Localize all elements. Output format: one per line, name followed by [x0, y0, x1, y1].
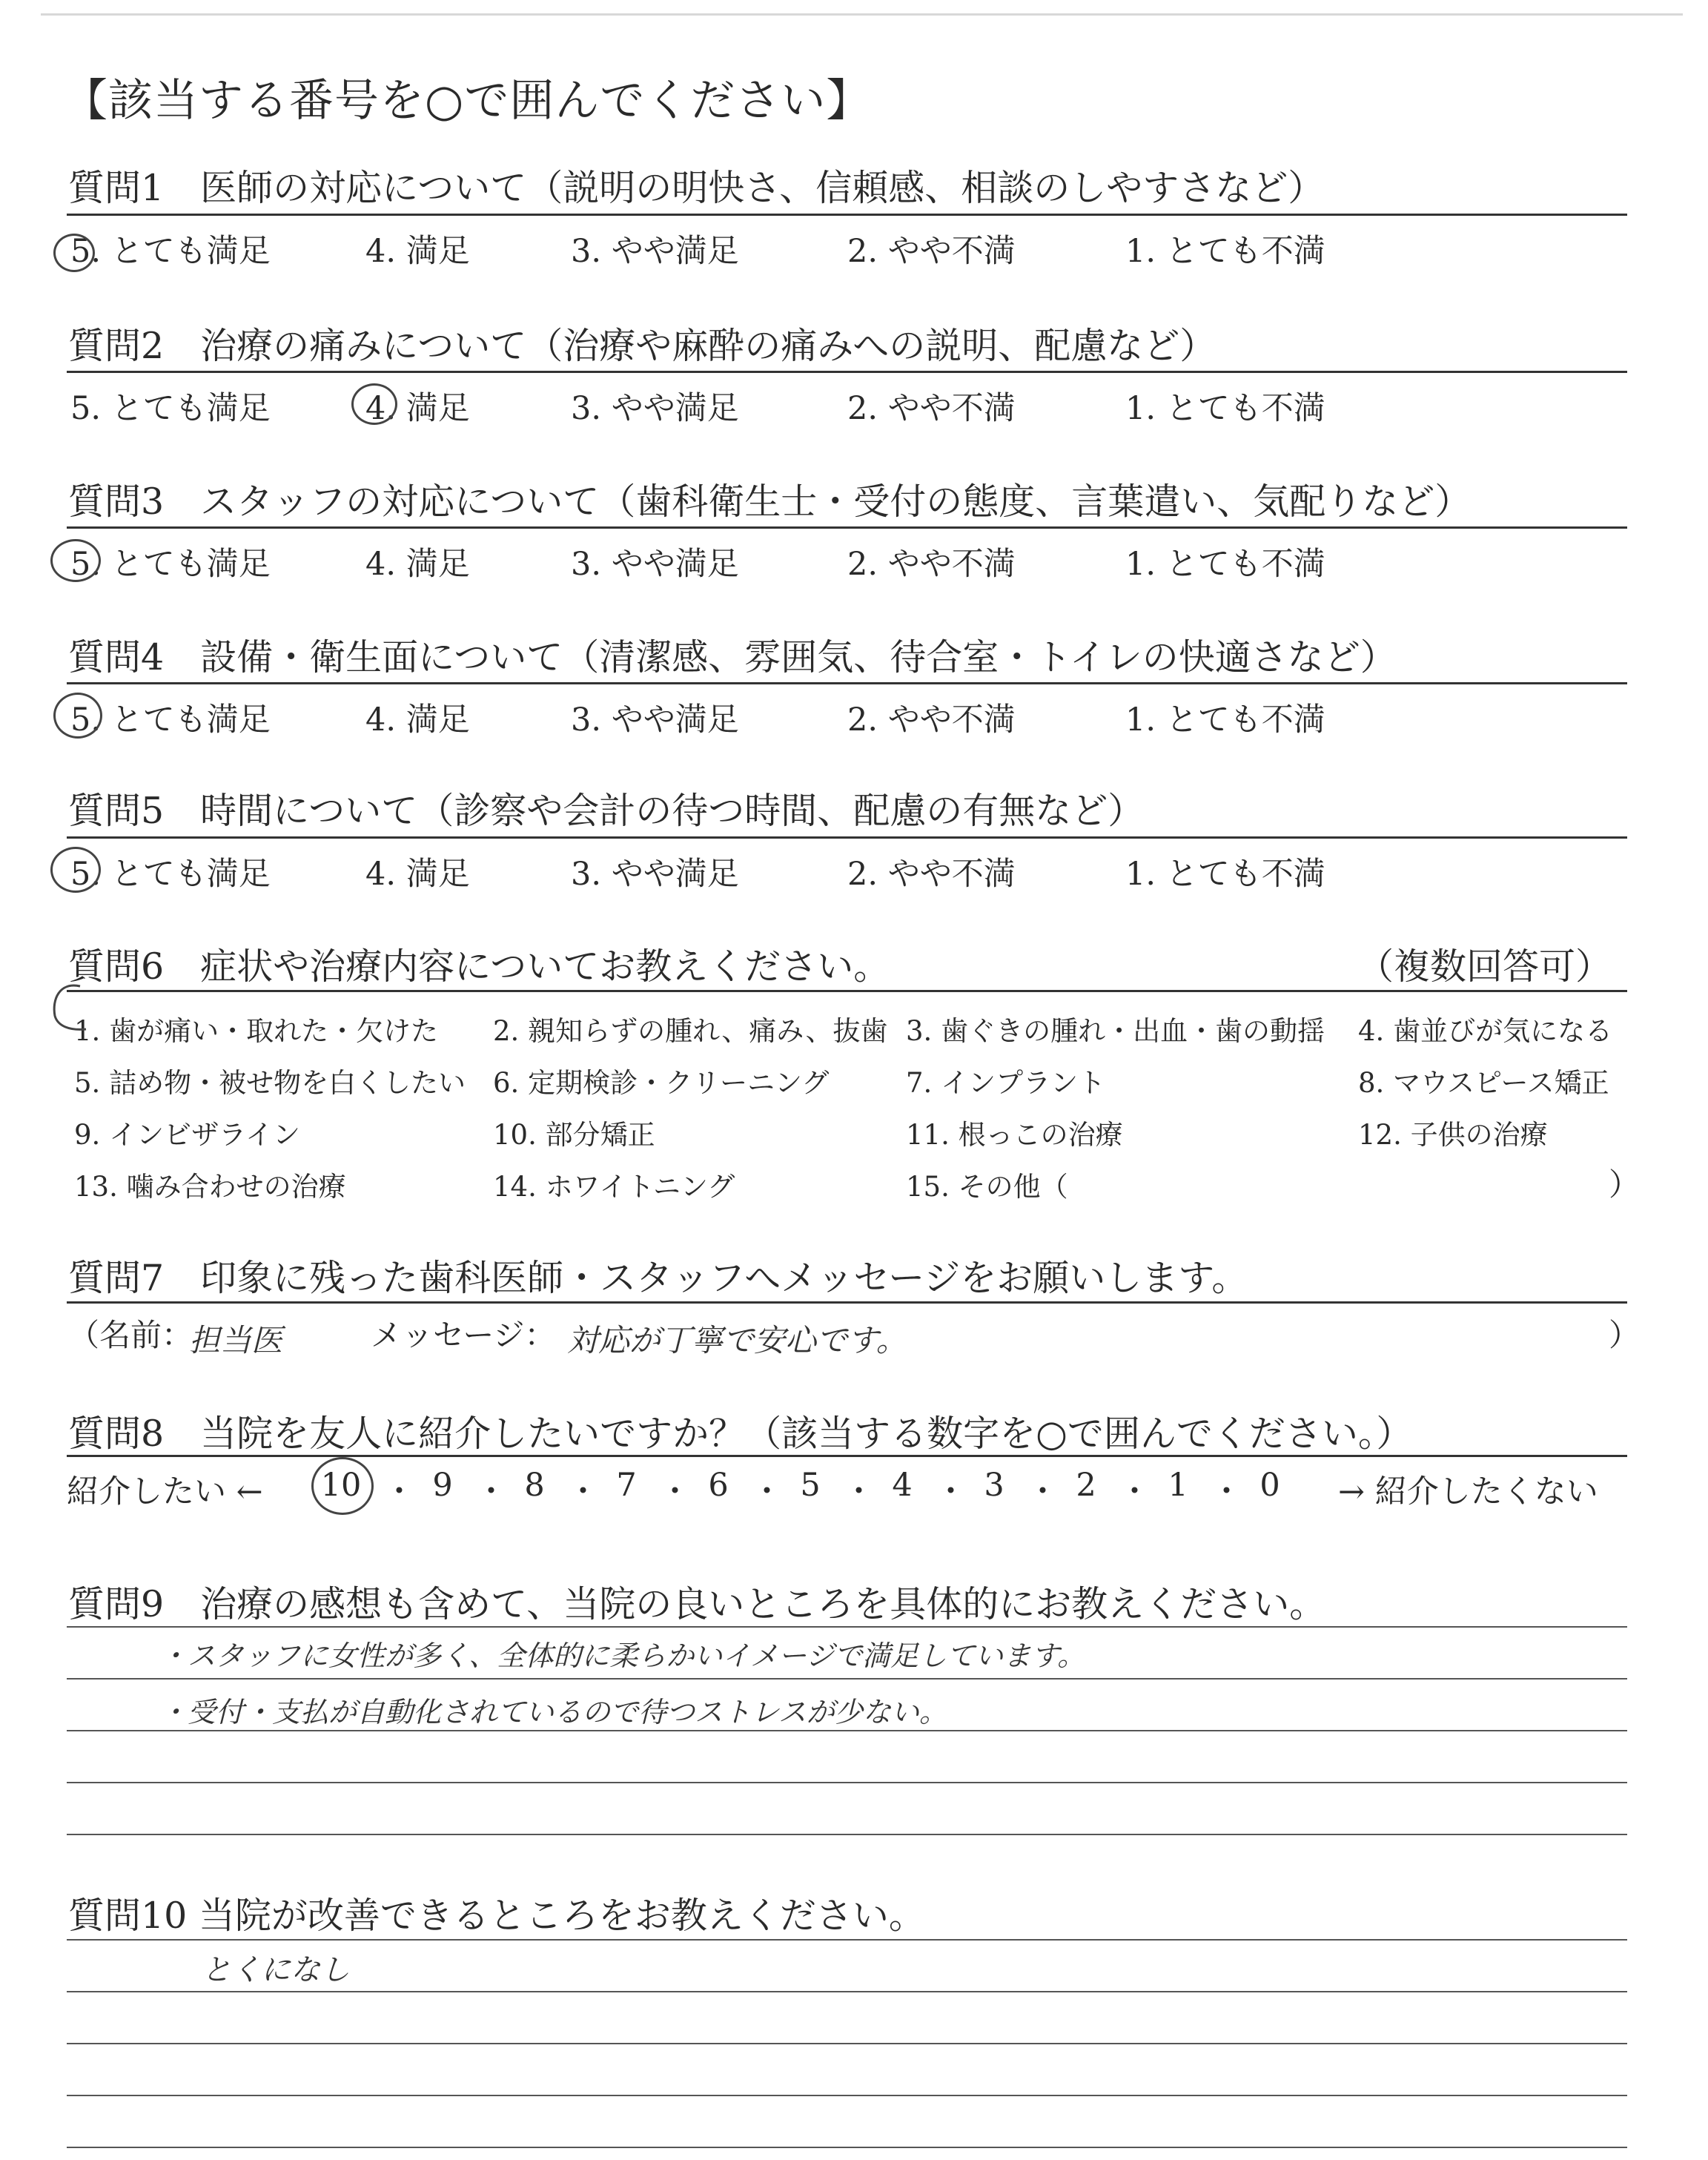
q3-selection-circle: [50, 539, 101, 582]
q8-scale-9[interactable]: 9: [432, 1467, 453, 1504]
q8-scale-2[interactable]: 2: [1076, 1467, 1096, 1504]
q8-separator: ・: [843, 1473, 875, 1510]
q9-answer-2[interactable]: ・受付・支払が自動化されているので待つストレスが少ない。: [159, 1696, 947, 1728]
q6-option-5[interactable]: 5. 詰め物・被せ物を白くしたい: [74, 1067, 466, 1099]
q6-option-7[interactable]: 7. インプラント: [906, 1067, 1106, 1099]
q9-line-2: [67, 1678, 1627, 1680]
q9-line-4: [67, 1782, 1627, 1783]
q10-line-3: [67, 2043, 1627, 2044]
q10-title: 質問10 当院が改善できるところをお教えください。: [68, 1895, 925, 1937]
q5-title: 質問5 時間について（診察や会計の待つ時間、配慮の有無など）: [68, 790, 1145, 832]
q8-scale-7[interactable]: 7: [616, 1467, 637, 1504]
q6-note: （複数回答可）: [1357, 945, 1612, 988]
q9-line-1: [67, 1626, 1627, 1628]
q9-line-3: [67, 1730, 1627, 1731]
q3-option-2[interactable]: 2. やや不満: [847, 546, 1016, 583]
q8-scale-1[interactable]: 1: [1168, 1467, 1188, 1504]
q8-separator: ・: [751, 1473, 783, 1510]
q5-option-5[interactable]: 5. とても満足: [70, 856, 271, 893]
q6-option-2[interactable]: 2. 親知らずの腫れ、痛み、抜歯: [493, 1015, 888, 1047]
q6-rule: [67, 990, 1627, 992]
q5-option-1[interactable]: 1. とても不満: [1125, 856, 1325, 893]
q4-selection-circle: [53, 693, 102, 739]
q6-option-8[interactable]: 8. マウスピース矯正: [1358, 1067, 1609, 1099]
q9-title: 質問9 治療の感想も含めて、当院の良いところを具体的にお教えください。: [68, 1583, 1326, 1625]
q7-close-paren: ）: [1609, 1317, 1641, 1353]
q6-option-12[interactable]: 12. 子供の治療: [1358, 1119, 1548, 1151]
q6-option-10[interactable]: 10. 部分矯正: [493, 1119, 655, 1151]
q8-separator: ・: [567, 1473, 599, 1510]
q6-option-14[interactable]: 14. ホワイトニング: [493, 1171, 735, 1203]
q6-title: 質問6 症状や治療内容についてお教えください。: [68, 945, 890, 988]
q6-option-15[interactable]: 15. その他（: [906, 1171, 1068, 1203]
q1-option-4[interactable]: 4. 満足: [365, 233, 470, 270]
q8-separator: ・: [935, 1473, 967, 1510]
q10-line-5: [67, 2147, 1627, 2148]
q6-option-4[interactable]: 4. 歯並びが気になる: [1358, 1015, 1613, 1047]
q6-option-13[interactable]: 13. 噛み合わせの治療: [74, 1171, 346, 1203]
q5-option-2[interactable]: 2. やや不満: [847, 856, 1016, 893]
q4-rule: [67, 682, 1627, 684]
q1-rule: [67, 214, 1627, 216]
q8-scale-4[interactable]: 4: [892, 1467, 913, 1504]
q3-option-3[interactable]: 3. やや満足: [571, 546, 739, 583]
q1-option-5[interactable]: 5. とても満足: [70, 233, 271, 270]
q8-separator: ・: [1211, 1473, 1242, 1510]
q8-scale-6[interactable]: 6: [708, 1467, 729, 1504]
q7-message-label: メッセージ：: [371, 1317, 556, 1353]
q8-separator: ・: [659, 1473, 691, 1510]
q7-message-value[interactable]: 対応が丁寧で安心です。: [567, 1322, 907, 1358]
q6-option-9[interactable]: 9. インビザライン: [74, 1119, 300, 1151]
q3-option-4[interactable]: 4. 満足: [365, 546, 470, 583]
q8-separator: ・: [475, 1473, 507, 1510]
q6-option-1[interactable]: 1. 歯が痛い・取れた・欠けた: [74, 1015, 439, 1047]
q9-answer-1[interactable]: ・スタッフに女性が多く、全体的に柔らかいイメージで満足しています。: [159, 1639, 1086, 1672]
q6-option-6[interactable]: 6. 定期検診・クリーニング: [493, 1067, 830, 1099]
q8-separator: ・: [383, 1473, 415, 1510]
q10-line-2: [67, 1991, 1627, 1992]
q10-line-1: [67, 1939, 1627, 1941]
q10-answer-1[interactable]: とくになし: [202, 1953, 350, 1987]
q4-option-4[interactable]: 4. 満足: [365, 701, 470, 739]
q10-line-4: [67, 2095, 1627, 2096]
q8-rule: [67, 1455, 1627, 1457]
q2-selection-circle: [351, 383, 397, 425]
q8-scale-0[interactable]: 0: [1260, 1467, 1280, 1504]
q5-rule: [67, 836, 1627, 839]
q2-rule: [67, 371, 1627, 373]
q1-option-3[interactable]: 3. やや満足: [571, 233, 739, 270]
q1-selection-circle: [53, 234, 95, 272]
q4-option-2[interactable]: 2. やや不満: [847, 701, 1016, 739]
q2-option-2[interactable]: 2. やや不満: [847, 390, 1016, 427]
q8-scale-8[interactable]: 8: [524, 1467, 545, 1504]
q6-option-11[interactable]: 11. 根っこの治療: [906, 1119, 1123, 1151]
q3-title: 質問3 スタッフの対応について（歯科衛生士・受付の態度、言葉遣い、気配りなど）: [68, 480, 1472, 523]
q8-scale-5[interactable]: 5: [800, 1467, 821, 1504]
q2-title: 質問2 治療の痛みについて（治療や麻酔の痛みへの説明、配慮など）: [68, 325, 1217, 367]
q8-right-label: → 紹介したくない: [1338, 1473, 1598, 1510]
q1-title: 質問1 医師の対応について（説明の明快さ、信頼感、相談のしやすさなど）: [68, 167, 1325, 209]
q2-option-5[interactable]: 5. とても満足: [70, 390, 271, 427]
q8-left-label: 紹介したい ←: [67, 1473, 263, 1510]
q1-option-2[interactable]: 2. やや不満: [847, 233, 1016, 270]
q3-option-5[interactable]: 5. とても満足: [70, 546, 271, 583]
q2-option-1[interactable]: 1. とても不満: [1125, 390, 1325, 427]
q4-title: 質問4 設備・衛生面について（清潔感、雰囲気、待合室・トイレの快適さなど）: [68, 636, 1397, 678]
q8-separator: ・: [1119, 1473, 1151, 1510]
q4-option-5[interactable]: 5. とても満足: [70, 701, 271, 739]
q7-name-value[interactable]: 担当医: [189, 1322, 283, 1358]
q5-option-3[interactable]: 3. やや満足: [571, 856, 739, 893]
q7-name-label: （名前：: [68, 1317, 193, 1353]
q9-line-5: [67, 1834, 1627, 1835]
q8-scale-10[interactable]: 10: [320, 1467, 362, 1504]
q4-option-1[interactable]: 1. とても不満: [1125, 701, 1325, 739]
q5-selection-circle: [50, 847, 101, 893]
q5-option-4[interactable]: 4. 満足: [365, 856, 470, 893]
q2-option-3[interactable]: 3. やや満足: [571, 390, 739, 427]
q6-other-close-paren: ）: [1609, 1166, 1641, 1203]
q8-selection-circle: [311, 1457, 374, 1515]
q8-title: 質問8 当院を友人に紹介したいですか？（該当する数字を○で囲んでください。）: [68, 1413, 1413, 1455]
q3-option-1[interactable]: 1. とても不満: [1125, 546, 1325, 583]
q7-title: 質問7 印象に残った歯科医師・スタッフへメッセージをお願いします。: [68, 1257, 1248, 1299]
q2-option-4[interactable]: 4. 満足: [365, 390, 470, 427]
q8-scale-3[interactable]: 3: [984, 1467, 1004, 1504]
q7-rule: [67, 1301, 1627, 1304]
q4-option-3[interactable]: 3. やや満足: [571, 701, 739, 739]
page-heading: 【該当する番号を○で囲んでください】: [63, 75, 872, 127]
q8-separator: ・: [1027, 1473, 1059, 1510]
q3-rule: [67, 526, 1627, 529]
q1-option-1[interactable]: 1. とても不満: [1125, 233, 1325, 270]
q6-selection-mark: [44, 977, 96, 1037]
top-border: [41, 13, 1683, 16]
q6-option-3[interactable]: 3. 歯ぐきの腫れ・出血・歯の動揺: [906, 1015, 1325, 1047]
